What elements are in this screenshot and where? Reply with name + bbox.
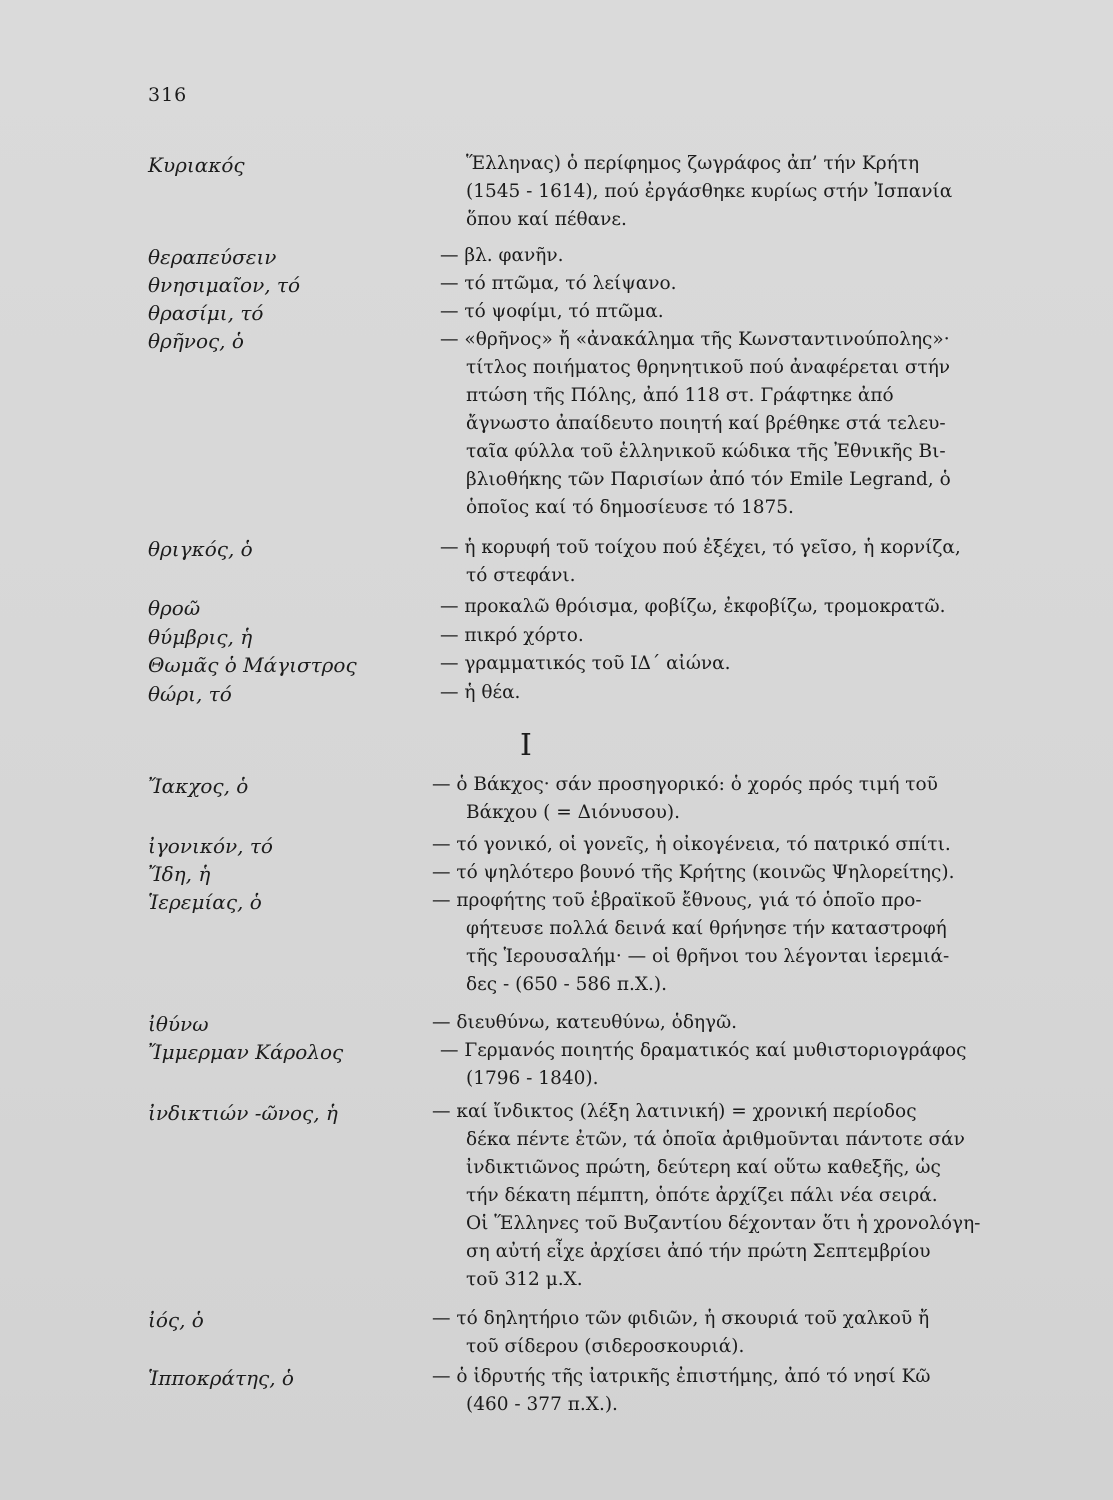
entry-term: ἰνδικτιών -ῶνος, ἡ bbox=[148, 1101, 338, 1125]
entry-term: Ἱερεμίας, ὁ bbox=[148, 890, 262, 914]
definition-line: δέκα πέντε ἐτῶν, τά ὁποῖα ἀριθμοῦνται πάντοτε σάν bbox=[466, 1129, 965, 1150]
definition-line: τήν δέκατη πέμπτη, ὁπότε ἀρχίζει πάλι νέα σειρά. bbox=[466, 1185, 938, 1206]
entry-term: Ἱπποκράτης, ὁ bbox=[148, 1366, 294, 1390]
definition-line: — τό ψοφίμι, τό πτῶμα. bbox=[440, 301, 664, 322]
definition-line: ὅπου καί πέθανε. bbox=[466, 209, 627, 230]
entry-term: θύμβρις, ἡ bbox=[148, 625, 253, 649]
entry-definition bbox=[432, 1305, 962, 1361]
definition-line: — τό πτῶμα, τό λείψανο. bbox=[440, 273, 677, 294]
entry-definition bbox=[440, 534, 970, 590]
definition-line: — ὁ Βάκχος· σάν προσηγορικό: ὁ χορός πρός τιμή τοῦ bbox=[432, 774, 938, 795]
definition-line: — καί ἴνδικτος (λέξη λατινική) = χρονική περίοδος bbox=[432, 1101, 917, 1122]
definition-line: — τό δηλητήριο τῶν φιδιῶν, ἡ σκουριά τοῦ χαλκοῦ ἤ bbox=[432, 1308, 930, 1329]
definition-line: (1796 - 1840). bbox=[466, 1068, 599, 1089]
definition-line: — Γερμανός ποιητής δραματικός καί μυθιστοριογράφος bbox=[440, 1040, 967, 1061]
entry-definition bbox=[432, 1009, 962, 1037]
definition-line: — ἡ θέα. bbox=[440, 682, 521, 703]
definition-line: — προφήτης τοῦ ἑβραϊκοῦ ἔθνους, γιά τό ὁποῖο προ- bbox=[432, 890, 922, 911]
definition-line: — τό γονικό, οἱ γονεῖς, ἡ οἰκογένεια, τό πατρικό σπίτι. bbox=[432, 834, 951, 855]
definition-line: τῆς Ἱερουσαλήμ· — οἱ θρῆνοι του λέγονται ἱερεμιά- bbox=[466, 946, 950, 967]
definition-line: — «θρῆνος» ἤ «ἀνακάλημα τῆς Κωνσταντινούπολης»· bbox=[440, 329, 950, 350]
entry-definition bbox=[440, 298, 970, 326]
definition-line: δες - (650 - 586 π.Χ.). bbox=[466, 974, 668, 995]
definition-line: ἰνδικτιῶνος πρώτη, δεύτερη καί οὕτω καθεξῆς, ὡς bbox=[466, 1157, 941, 1178]
definition-line: βλιοθήκης τῶν Παρισίων ἀπό τόν Emile Legrand, ὁ bbox=[466, 469, 951, 490]
entry-term: θριγκός, ὁ bbox=[148, 537, 253, 561]
entry-definition bbox=[440, 622, 970, 650]
entry-definition bbox=[440, 650, 970, 678]
entry-term: ἰθύνω bbox=[148, 1012, 209, 1036]
entry-definition bbox=[440, 326, 970, 522]
entry-definition bbox=[432, 887, 962, 999]
entry-definition bbox=[440, 242, 970, 270]
section-letter-heading: Ι bbox=[520, 728, 532, 763]
entry-term: ἰγονικόν, τό bbox=[148, 834, 273, 858]
entry-definition bbox=[432, 831, 962, 859]
entry-definition bbox=[440, 679, 970, 707]
definition-line: ἄγνωστο ἀπαίδευτο ποιητή καί βρέθηκε στά τελευ- bbox=[466, 413, 946, 434]
entry-term: θνησιμαῖον, τό bbox=[148, 273, 301, 297]
entry-term: θροῶ bbox=[148, 596, 201, 620]
definition-line: — διευθύνω, κατευθύνω, ὁδηγῶ. bbox=[432, 1012, 738, 1033]
definition-line: Οἱ Ἕλληνες τοῦ Βυζαντίου δέχονταν ὅτι ἡ χρονολόγη- bbox=[466, 1213, 981, 1234]
definition-line: — τό ψηλότερο βουνό τῆς Κρήτης (κοινῶς Ψηλορείτης). bbox=[432, 862, 955, 883]
entry-term: Θωμᾶς ὁ Μάγιστρος bbox=[148, 653, 357, 677]
definition-line: — ὁ ἱδρυτής τῆς ἰατρικῆς ἐπιστήμης, ἀπό τό νησί Κῶ bbox=[432, 1366, 931, 1387]
definition-line: Βάκχου ( = Διόνυσου). bbox=[466, 802, 680, 823]
definition-line: — πικρό χόρτο. bbox=[440, 625, 584, 646]
definition-line: φήτευσε πολλά δεινά καί θρήνησε τήν καταστροφή bbox=[466, 918, 947, 939]
entry-definition bbox=[432, 859, 962, 887]
definition-line: (1545 - 1614), πού ἐργάσθηκε κυρίως στήν Ἰσπανία bbox=[466, 181, 953, 202]
definition-line: — προκαλῶ θρόισμα, φοβίζω, ἐκφοβίζω, τρομοκρατῶ. bbox=[440, 596, 946, 617]
definition-line: τίτλος ποιήματος θρηνητικοῦ πού ἀναφέρεται στήν bbox=[466, 357, 951, 378]
definition-line: πτώση τῆς Πόλης, ἀπό 118 στ. Γράφτηκε ἀπό bbox=[466, 385, 894, 406]
definition-line: (460 - 377 π.Χ.). bbox=[466, 1394, 618, 1415]
entry-definition bbox=[440, 1037, 970, 1093]
entry-definition bbox=[432, 1098, 981, 1294]
page-number: 316 bbox=[148, 84, 188, 106]
entry-term: ἰός, ὁ bbox=[148, 1308, 204, 1332]
entry-term: θρῆνος, ὁ bbox=[148, 329, 244, 353]
entry-term: θώρι, τό bbox=[148, 682, 232, 706]
entry-definition bbox=[440, 270, 970, 298]
definition-line: τοῦ σίδερου (σιδεροσκουριά). bbox=[466, 1336, 745, 1357]
entry-term: Ἴδη, ἡ bbox=[148, 862, 211, 886]
entry-definition bbox=[432, 1363, 962, 1419]
entry-term: Ἴακχος, ὁ bbox=[148, 774, 249, 798]
definition-line: ση αὐτή εἶχε ἀρχίσει ἀπό τήν πρώτη Σεπτεμβρίου bbox=[466, 1241, 931, 1262]
definition-line: τό στεφάνι. bbox=[466, 565, 576, 586]
entry-term: Κυριακός bbox=[148, 153, 245, 177]
definition-line: ταῖα φύλλα τοῦ ἑλληνικοῦ κώδικα τῆς Ἐθνικῆς Βι- bbox=[466, 441, 946, 462]
definition-line: Ἕλληνας) ὁ περίφημος ζωγράφος ἀπ’ τήν Κρήτη bbox=[466, 153, 920, 174]
entry-term: θεραπεύσειν bbox=[148, 245, 277, 269]
entry-definition bbox=[432, 771, 962, 827]
entry-term: Ἴμμερμαν Κάρολος bbox=[148, 1040, 344, 1064]
definition-line: — ἡ κορυφή τοῦ τοίχου πού ἐξέχει, τό γεῖσο, ἡ κορνίζα, bbox=[440, 537, 961, 558]
definition-line: — γραμματικός τοῦ ΙΔ΄ αἰώνα. bbox=[440, 653, 731, 674]
entry-definition bbox=[466, 150, 996, 234]
entry-term: θρασίμι, τό bbox=[148, 301, 264, 325]
definition-line: ὁποῖος καί τό δημοσίευσε τό 1875. bbox=[466, 497, 794, 518]
definition-line: τοῦ 312 μ.Χ. bbox=[466, 1269, 583, 1290]
entry-definition bbox=[440, 593, 970, 621]
definition-line: — βλ. φανῆν. bbox=[440, 245, 564, 266]
